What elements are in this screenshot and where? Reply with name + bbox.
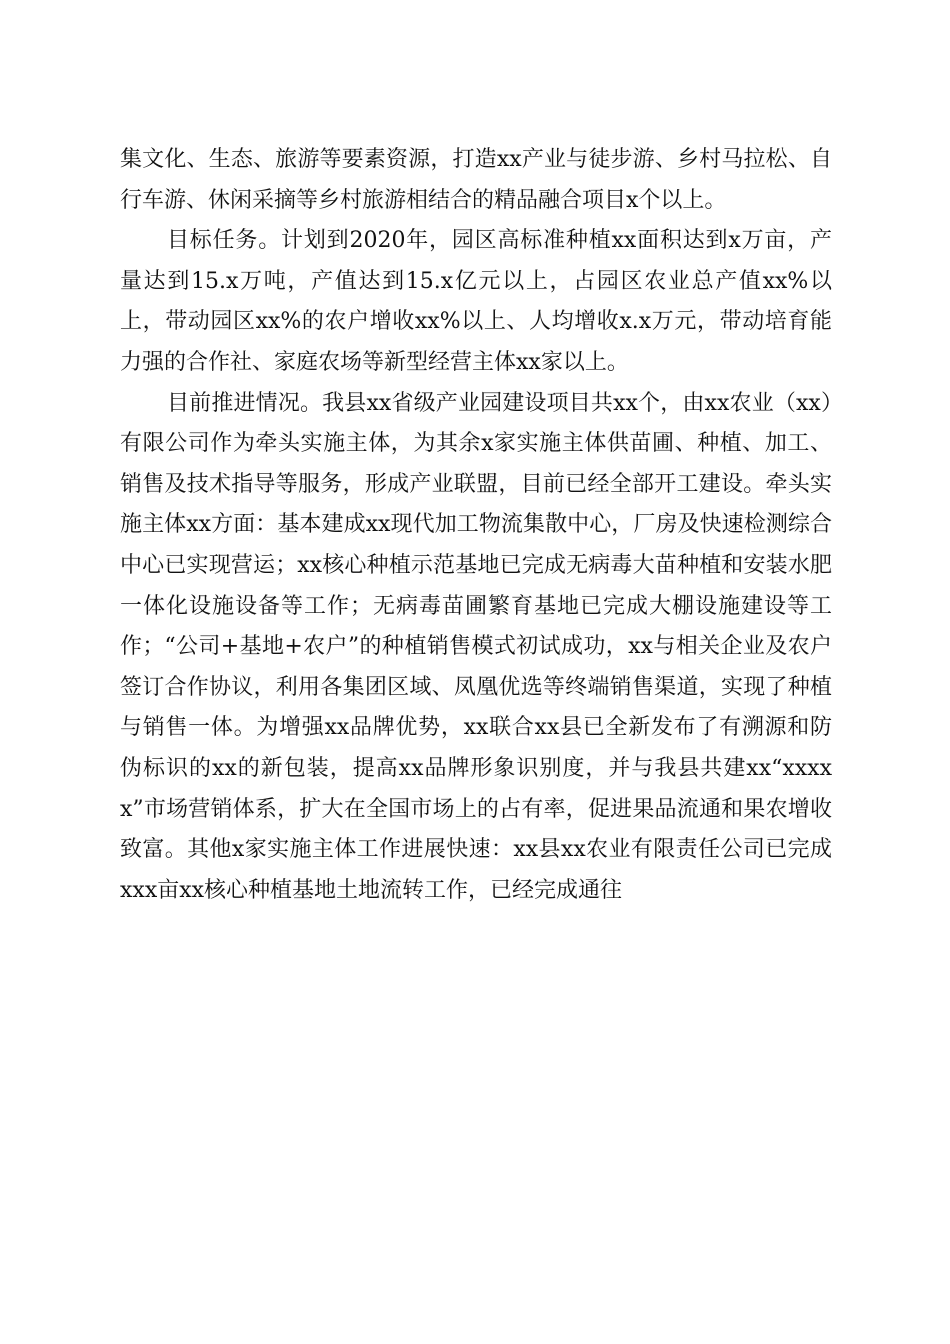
paragraph-tourism-integration: 集文化、生态、旅游等要素资源，打造xx产业与徒步游、乡村马拉松、自行车游、休闲采摘等乡村旅游相结合的精品融合项目x个以上。 [120,147,832,213]
document-page [120,140,832,911]
paragraph-target-tasks: 目标任务。计划到2020年，园区高标准种植xx面积达到x万亩，产量达到15.x万吨，产值达到15.x亿元以上，占园区农业总产值xx%以上，带动园区xx%的农户增收xx%以上、人均增收x.x万元，带动培育能力强的合作社、家庭农场等新型经营主体xx家以上。 [120,228,832,375]
paragraph-current-progress: 目前推进情况。我县xx省级产业园建设项目共xx个，由xx农业（xx）有限公司作为牵头实施主体，为其余x家实施主体供苗圃、种植、加工、销售及技术指导等服务，形成产业联盟，目前已经全部开工建设。牵头实施主体xx方面：基本建成xx现代加工物流集散中心，厂房及快速检测综合中心已实现营运；xx核心种植示范基地已完成无病毒大苗种植和安装水肥一体化设施设备等工作；无病毒苗圃繁育基地已完成大棚设施建设等工作；“公司+基地+农户”的种植销售模式初试成功，xx与相关企业及农户签订合作协议，利用各集团区域、凤凰优选等终端销售渠道，实现了种植与销售一体。为增强xx品牌优势，xx联合xx县已全新发布了有溯源和防伪标识的xx的新包装，提高xx品牌形象识别度，并与我县共建xx“xxxxx”市场营销体系，扩大在全国市场上的占有率，促进果品流通和果农增收致富。其他x家实施主体工作进展快速：xx县xx农业有限责任公司已完成xxx亩xx核心种植基地土地流转工作，已经完成通往 [120,390,832,903]
